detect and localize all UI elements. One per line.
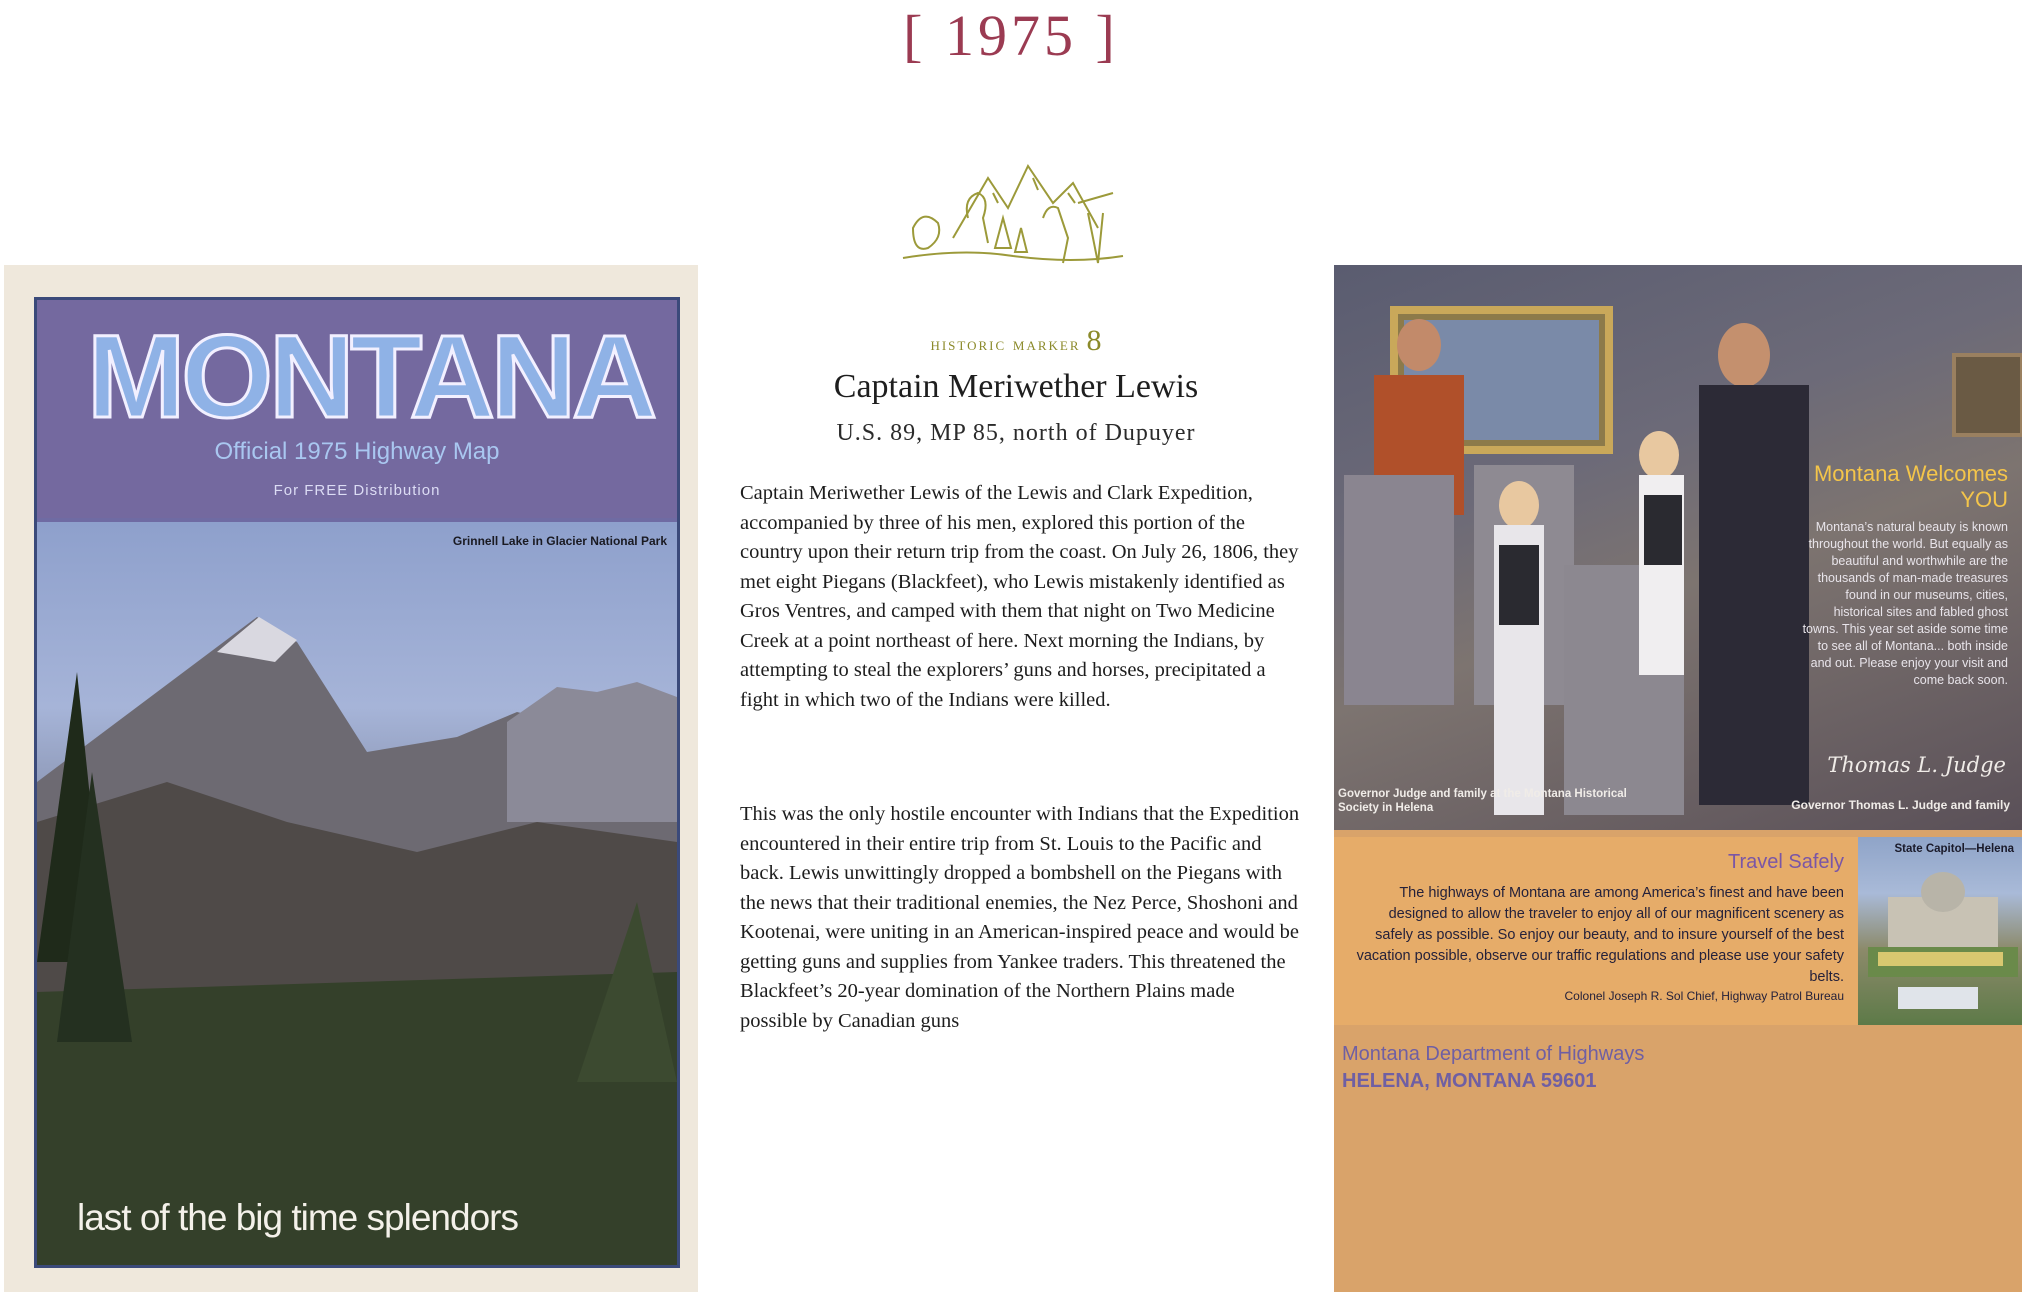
cover-frame <box>34 297 680 1268</box>
cover-tagline: last of the big time splendors <box>77 1197 518 1238</box>
marker-label-text: historic marker <box>930 334 1081 355</box>
marker-number: 8 <box>1086 324 1102 357</box>
capitol-illustration <box>1858 837 2022 1025</box>
photo-caption-left: Governor Judge and family at the Montana Historical Society in Helena <box>1338 788 1627 814</box>
cover-subtitle: Official 1975 Highway Map <box>214 438 500 465</box>
mountain-illustration <box>37 522 677 1265</box>
governor-family-photo <box>1334 265 2022 830</box>
marker-title: Captain Meriwether Lewis <box>833 368 1199 405</box>
governor-signature: Thomas L. Judge <box>1827 753 2006 777</box>
state-capitol-photo <box>1858 837 2022 1025</box>
department-name: Montana Department of Highways <box>1342 1043 1645 1065</box>
historic-marker-label <box>700 324 1332 358</box>
map-cover-image <box>4 265 698 1292</box>
welcome-message: Montana’s natural beauty is known throughout the world. But equally as beautiful and worthwhile are the thousands of man-made treasures found in our museums, cities, historical sites and fabled ghost towns. This year set aside some time to see all of Montana... both inside and out. Please enjoy your visit and come back soon. <box>1802 520 2008 687</box>
year-heading: [ 1975 ] <box>903 3 1119 68</box>
travel-safely-title: Travel Safely <box>1728 851 1844 873</box>
welcome-title: Montana Welcomes YOU <box>1813 461 2008 512</box>
cover-photo-caption: Grinnell Lake in Glacier National Park <box>452 534 667 548</box>
marker-paragraph-1: Captain Meriwether Lewis of the Lewis and Clark Expedition, accompanied by three of his men, explored this portion of the country upon their return trip from the coast. On July 26, 1806, they met eight Piegans (Blackfeet), who Lewis mistakenly identified as Gros Ventres, and camped with them that night on Two Medicine Creek at a point northeast of here. Next morning the Indians, by attempting to steal the explorers’ guns and horses, precipitated a fight in which two of the Indians were killed. <box>740 482 1299 711</box>
department-address: HELENA, MONTANA 59601 <box>1342 1070 1597 1092</box>
pioneer-vignette-illustration <box>893 158 1128 270</box>
marker-location: U.S. 89, MP 85, north of Dupuyer <box>836 420 1196 446</box>
photo-caption-right: Governor Thomas L. Judge and family <box>1791 798 2010 812</box>
mountain-lake-photo <box>37 522 677 1265</box>
cover-title: MONTANA <box>87 311 654 443</box>
map-back-image <box>1334 265 2022 1292</box>
travel-safely-section <box>1334 837 2022 1025</box>
capitol-photo-label: State Capitol—Helena <box>1894 843 2014 855</box>
cover-header <box>37 300 677 518</box>
travel-safely-text: The highways of Montana are among America’s finest and have been designed to allow the traveler to enjoy all of our magnificent scenery as safely as possible. So enjoy our beauty, and to insure yourself of the best vacation possible, observe our traffic regulations and please use your safety belts. <box>1356 885 1844 985</box>
travel-safely-signature: Colonel Joseph R. Sol Chief, Highway Patrol Bureau <box>1564 989 1844 1003</box>
marker-paragraph-2: This was the only hostile encounter with Indians that the Expedition encountered in their entire trip from St. Louis to the Pacific and back. Lewis unwittingly dropped a bombshell on the Piegans with the news that their traditional enemies, the Nez Perce, Shoshoni and Kootenai, were uniting in an American-inspired peace and would be getting guns and supplies from Yankee traders. This threatened the Blackfeet’s 20-year domination of the Northern Plains made possible by Canadian guns <box>740 803 1300 1032</box>
cover-distribution-note: For FREE Distribution <box>273 482 441 499</box>
